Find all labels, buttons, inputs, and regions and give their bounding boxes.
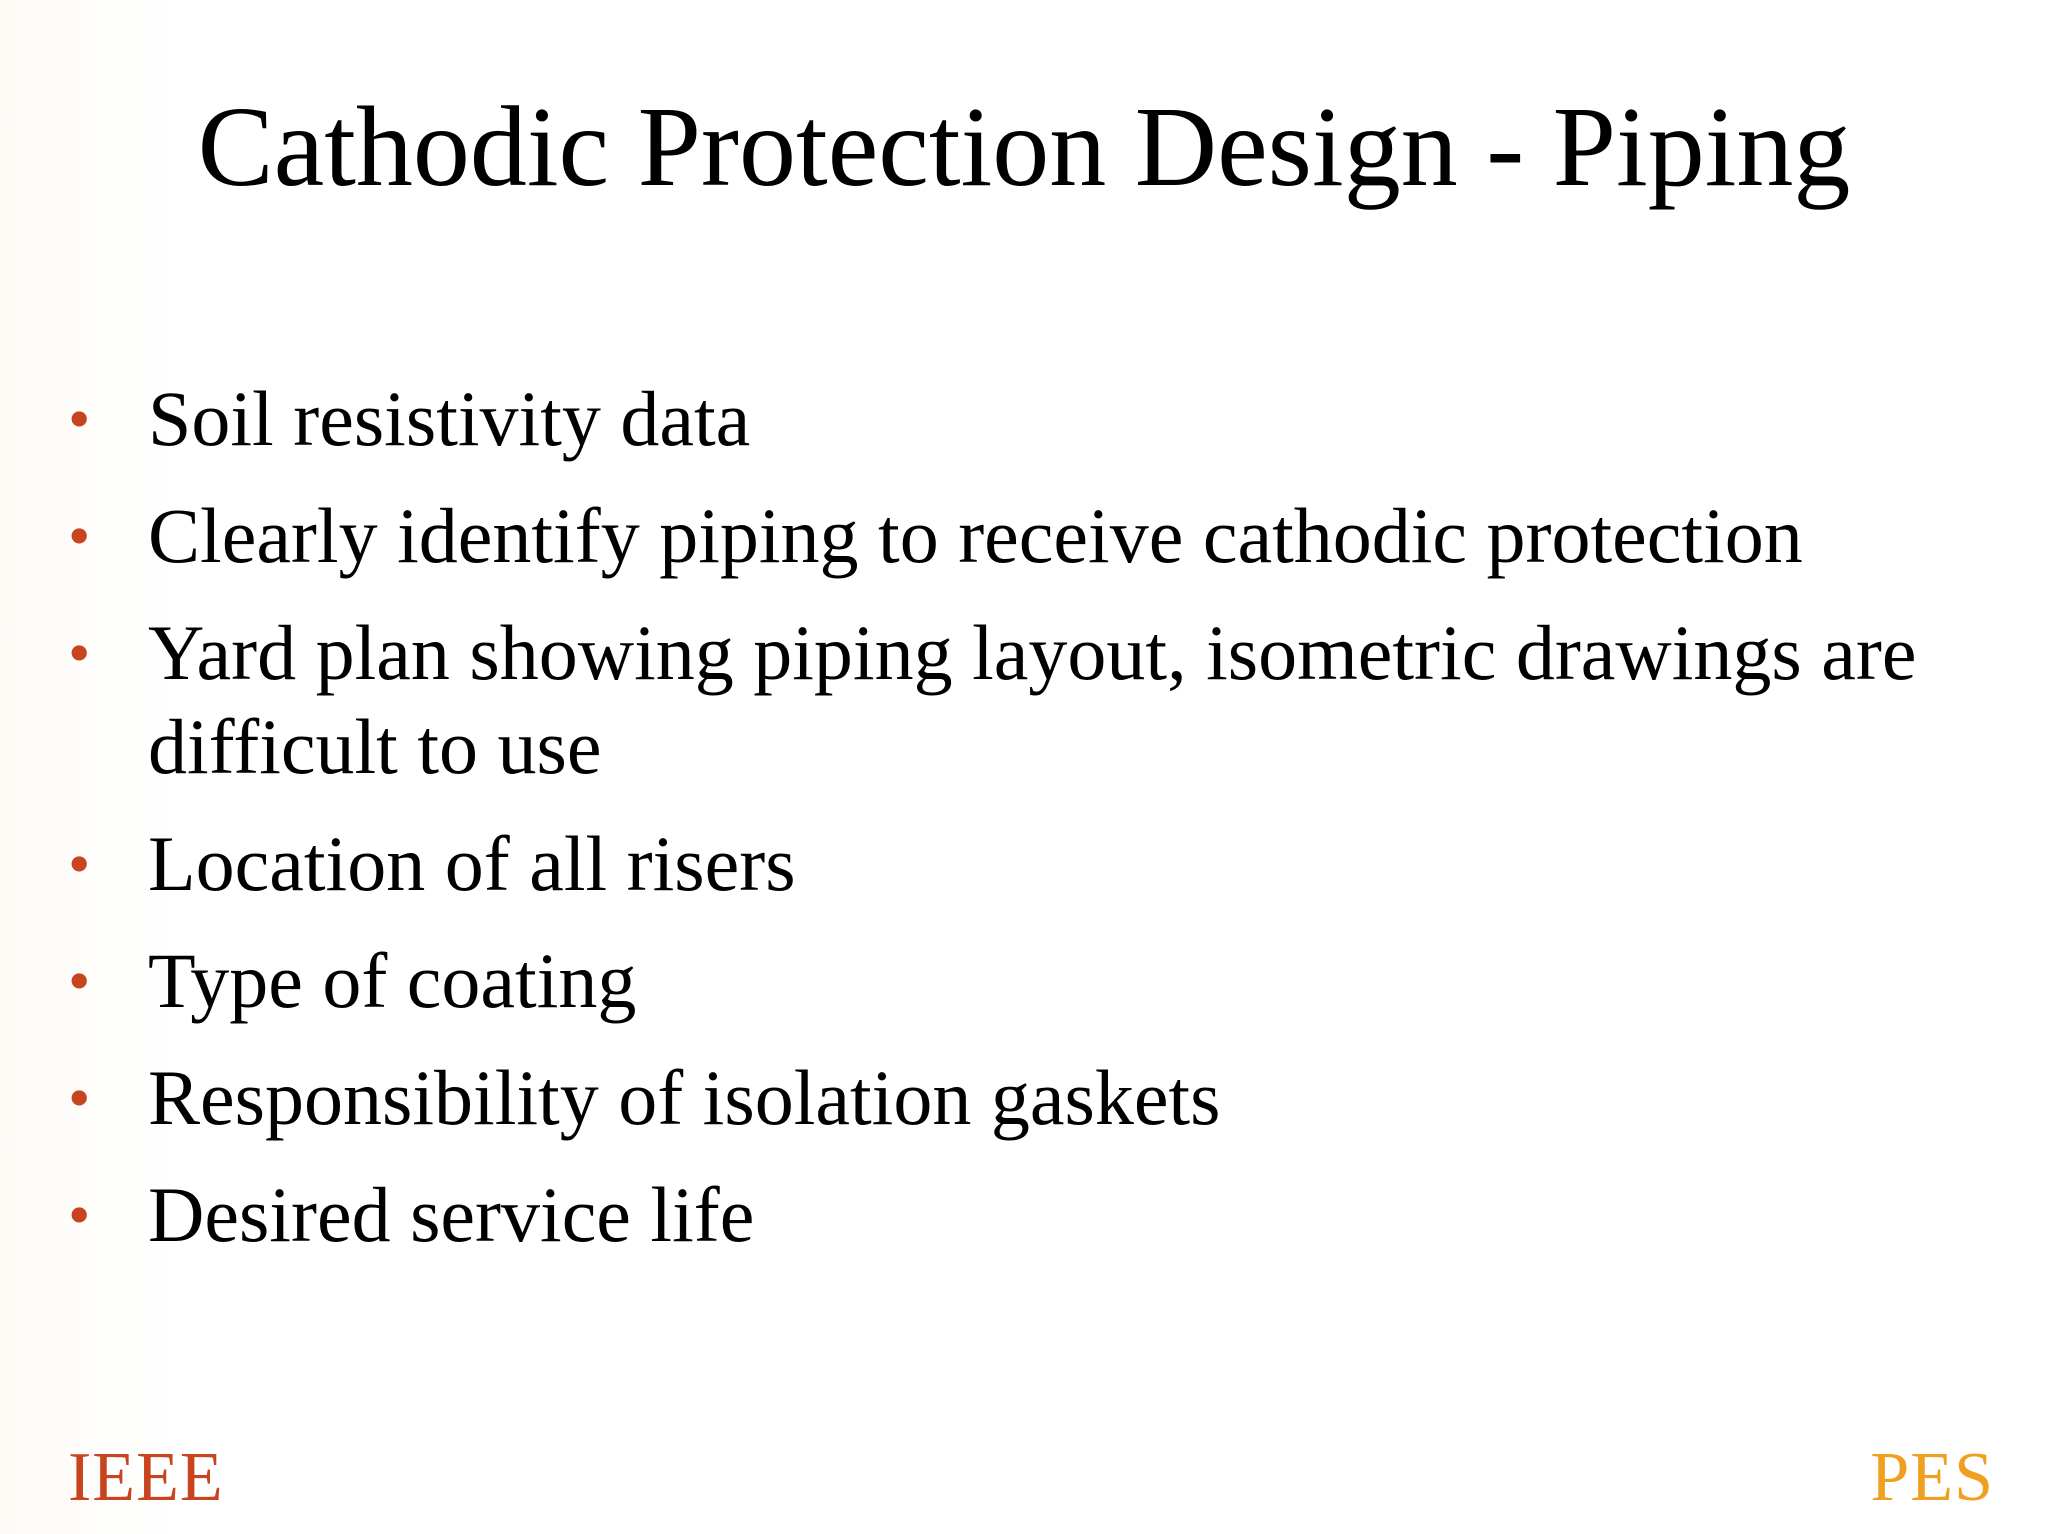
bullet-item-coating — [0, 934, 2048, 1028]
bullet-icon: • — [68, 617, 91, 688]
footer-ieee-logo-text: IEEE — [68, 1439, 224, 1516]
bullet-icon: • — [68, 828, 91, 899]
bullet-item-isolation-gaskets — [0, 1051, 2048, 1145]
slide-title: Cathodic Protection Design - Piping — [197, 83, 1851, 210]
bullet-icon: • — [68, 1062, 91, 1133]
bullet-text: Responsibility of isolation gaskets — [148, 1054, 1221, 1141]
bullet-icon: • — [68, 383, 91, 454]
bullet-text: Yard plan showing piping layout, isometric drawings are difficult to use — [148, 609, 1917, 790]
bullet-text: Desired service life — [148, 1171, 755, 1258]
bullet-icon: • — [68, 945, 91, 1016]
bullet-item-identify-piping — [0, 489, 2048, 583]
bullet-item-soil-resistivity — [0, 372, 2048, 466]
bullet-item-risers — [0, 817, 2048, 911]
bullet-icon: • — [68, 1179, 91, 1250]
bullet-text: Type of coating — [148, 937, 637, 1024]
bullet-item-service-life — [0, 1168, 2048, 1262]
footer-pes-logo-text: PES — [1870, 1439, 1994, 1516]
bullet-text: Soil resistivity data — [148, 375, 751, 462]
bullet-item-yard-plan — [0, 606, 1988, 794]
bullet-text: Clearly identify piping to receive cathodic protection — [148, 492, 1803, 579]
bullet-text: Location of all risers — [148, 820, 796, 907]
bullet-icon: • — [68, 500, 91, 571]
bullet-list — [0, 372, 2048, 1285]
